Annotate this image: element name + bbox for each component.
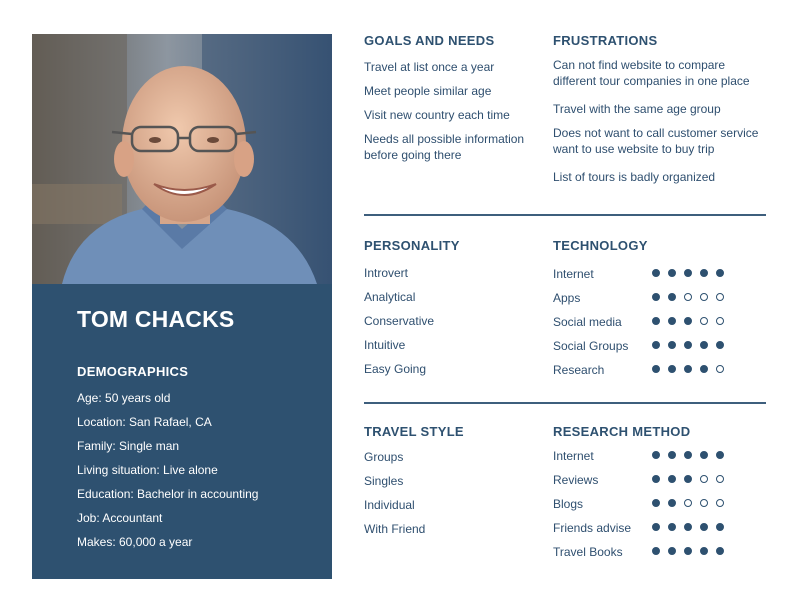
- rating-dots: [652, 547, 732, 557]
- research-method-item: [553, 520, 753, 544]
- rating-dot-empty: [700, 475, 708, 483]
- rating-dot-filled: [684, 475, 692, 483]
- rating-dot-filled: [652, 293, 660, 301]
- rating-dot-filled: [700, 451, 708, 459]
- demographic-location: Location: San Rafael, CA: [77, 415, 212, 429]
- rating-dot-filled: [668, 451, 676, 459]
- research-method-item: [553, 472, 753, 496]
- rating-dot-filled: [652, 341, 660, 349]
- frustrations-list: [553, 57, 763, 185]
- research-method-item: [553, 448, 753, 472]
- rating-dot-filled: [668, 523, 676, 531]
- rating-dot-filled: [668, 547, 676, 555]
- rating-dots: [652, 293, 732, 303]
- travel-style-list: [364, 449, 534, 545]
- rating-dot-filled: [652, 451, 660, 459]
- rating-dot-filled: [684, 451, 692, 459]
- technology-item: [553, 290, 753, 314]
- technology-item-label: Apps: [553, 291, 581, 305]
- travel-style-item: Groups: [364, 450, 404, 464]
- personality-item: Conservative: [364, 314, 435, 328]
- rating-dot-filled: [684, 269, 692, 277]
- rating-dots: [652, 365, 732, 375]
- personality-item: Introvert: [364, 266, 409, 280]
- frustration-item: Does not want to call customer service want to use website to buy trip: [553, 126, 759, 156]
- frustration-item: Travel with the same age group: [553, 102, 721, 116]
- rating-dot-filled: [668, 269, 676, 277]
- frustrations-title: FRUSTRATIONS: [553, 33, 658, 48]
- rating-dot-filled: [700, 269, 708, 277]
- rating-dots: [652, 451, 732, 461]
- section-divider: [364, 214, 766, 216]
- rating-dot-filled: [652, 475, 660, 483]
- rating-dots: [652, 499, 732, 509]
- research-method-item: [553, 544, 753, 568]
- personality-list: [364, 265, 534, 385]
- rating-dot-filled: [652, 547, 660, 555]
- goal-item: Travel at list once a year: [364, 60, 495, 74]
- rating-dot-empty: [684, 499, 692, 507]
- demographic-job: Job: Accountant: [77, 511, 163, 525]
- technology-item-label: Social Groups: [553, 339, 629, 353]
- rating-dot-filled: [652, 499, 660, 507]
- travel-style-item: Individual: [364, 498, 415, 512]
- rating-dot-empty: [700, 293, 708, 301]
- rating-dot-filled: [684, 523, 692, 531]
- technology-item: [553, 314, 753, 338]
- rating-dot-empty: [684, 293, 692, 301]
- rating-dot-filled: [716, 341, 724, 349]
- research-method-item-label: Travel Books: [553, 545, 623, 559]
- rating-dot-filled: [716, 451, 724, 459]
- research-method-list: [553, 448, 753, 568]
- technology-item-label: Internet: [553, 267, 594, 281]
- travel-style-item: Singles: [364, 474, 404, 488]
- rating-dot-filled: [668, 317, 676, 325]
- rating-dot-filled: [716, 523, 724, 531]
- technology-item: [553, 338, 753, 362]
- rating-dot-filled: [700, 523, 708, 531]
- rating-dot-filled: [668, 341, 676, 349]
- persona-portrait-image: [32, 34, 332, 284]
- research-method-item-label: Friends advise: [553, 521, 632, 535]
- demographic-education: Education: Bachelor in accounting: [77, 487, 259, 501]
- research-method-item-label: Internet: [553, 449, 594, 463]
- rating-dot-empty: [700, 499, 708, 507]
- rating-dot-filled: [684, 341, 692, 349]
- personality-item: Intuitive: [364, 338, 406, 352]
- technology-list: [553, 266, 753, 386]
- travel-style-item: With Friend: [364, 522, 426, 536]
- goal-item: Meet people similar age: [364, 84, 492, 98]
- rating-dot-filled: [716, 269, 724, 277]
- section-divider: [364, 402, 766, 404]
- rating-dot-empty: [700, 317, 708, 325]
- frustration-item: List of tours is badly organized: [553, 170, 716, 184]
- personality-item: Easy Going: [364, 362, 427, 376]
- demographic-income: Makes: 60,000 a year: [77, 535, 193, 549]
- rating-dot-filled: [668, 475, 676, 483]
- travel-style-title: TRAVEL STYLE: [364, 424, 464, 439]
- persona-photo: [32, 34, 332, 284]
- persona-name: TOM CHACKS: [77, 306, 235, 332]
- goals-list: [364, 59, 534, 163]
- research-method-item: [553, 496, 753, 520]
- rating-dot-empty: [716, 317, 724, 325]
- rating-dot-empty: [716, 475, 724, 483]
- technology-item: [553, 362, 753, 386]
- demographics-title: DEMOGRAPHICS: [77, 364, 189, 379]
- rating-dot-filled: [716, 547, 724, 555]
- rating-dot-empty: [716, 365, 724, 373]
- demographics-list: [77, 391, 258, 559]
- rating-dots: [652, 341, 732, 351]
- technology-item-label: Research: [553, 363, 605, 377]
- frustration-item: Can not find website to compare different tour companies in one place: [553, 58, 750, 88]
- technology-item: [553, 266, 753, 290]
- rating-dot-filled: [652, 365, 660, 373]
- demographic-living-situation: Living situation: Live alone: [77, 463, 218, 477]
- rating-dot-filled: [652, 317, 660, 325]
- rating-dot-empty: [716, 499, 724, 507]
- demographic-age: Age: 50 years old: [77, 391, 171, 405]
- rating-dot-filled: [700, 547, 708, 555]
- rating-dot-filled: [684, 365, 692, 373]
- rating-dot-filled: [684, 547, 692, 555]
- goals-title: GOALS AND NEEDS: [364, 33, 495, 48]
- persona-panel: [32, 284, 332, 579]
- rating-dot-filled: [652, 269, 660, 277]
- rating-dot-filled: [684, 317, 692, 325]
- research-method-title: RESEARCH METHOD: [553, 424, 691, 439]
- rating-dot-filled: [700, 365, 708, 373]
- rating-dots: [652, 475, 732, 485]
- research-method-item-label: Reviews: [553, 473, 599, 487]
- technology-item-label: Social media: [553, 315, 622, 329]
- rating-dot-filled: [700, 341, 708, 349]
- goal-item: Visit new country each time: [364, 108, 510, 122]
- technology-title: TECHNOLOGY: [553, 238, 648, 253]
- rating-dot-filled: [668, 499, 676, 507]
- research-method-item-label: Blogs: [553, 497, 584, 511]
- rating-dots: [652, 269, 732, 279]
- goal-item: Needs all possible information before going there: [364, 132, 525, 162]
- demographic-family: Family: Single man: [77, 439, 180, 453]
- rating-dots: [652, 523, 732, 533]
- personality-item: Analytical: [364, 290, 416, 304]
- rating-dot-empty: [716, 293, 724, 301]
- rating-dots: [652, 317, 732, 327]
- rating-dot-filled: [668, 293, 676, 301]
- rating-dot-filled: [668, 365, 676, 373]
- personality-title: PERSONALITY: [364, 238, 460, 253]
- rating-dot-filled: [652, 523, 660, 531]
